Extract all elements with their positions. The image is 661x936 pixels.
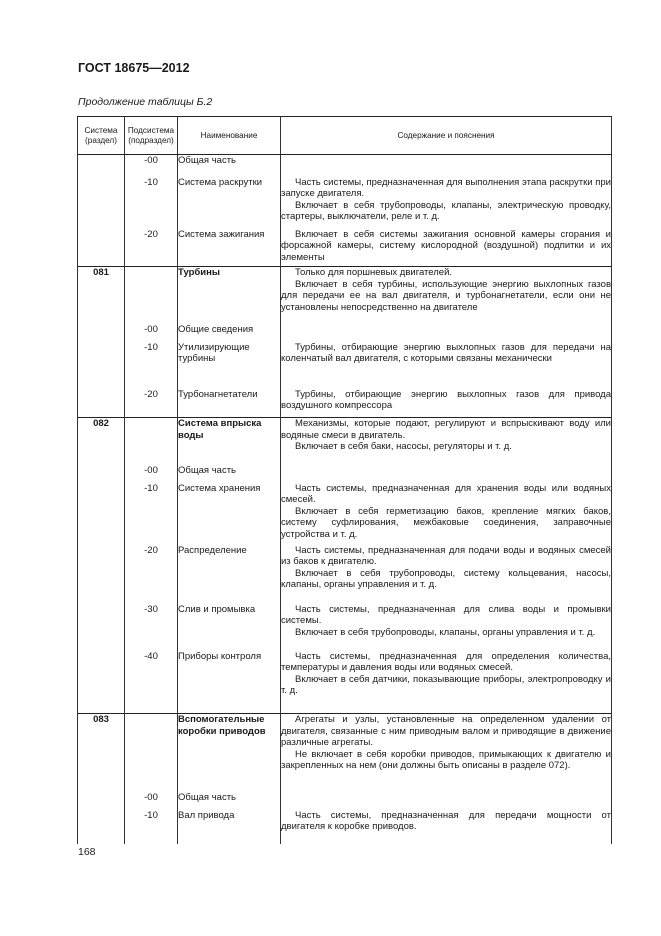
table-row bbox=[78, 389, 612, 418]
subsystem-code-cell: -00 bbox=[125, 792, 178, 810]
table-row bbox=[78, 483, 612, 545]
content-paragraph: Часть системы, предназначенная для подачи воды и водяных смесей из баков к двигателю. bbox=[281, 544, 611, 568]
content-paragraph: Турбины, отбирающие энергию выхлопных газов для передачи на коленчатый вал двигателя, с которыми связаны механически bbox=[281, 341, 611, 365]
name-cell bbox=[178, 267, 281, 324]
content-cell bbox=[281, 177, 612, 229]
content-paragraph: Включает в себя герметизацию баков, крепление мягких баков, систему суфлирования, межбаковые соединения, заправочные устройства и т. д. bbox=[281, 505, 611, 540]
column-header-subsystem: Подсистема (подраздел) bbox=[125, 117, 178, 155]
content-paragraph: Механизмы, которые подают, регулируют и вспрыскивают воду или водяные смеси в двигатель. bbox=[281, 418, 611, 441]
table-row bbox=[78, 465, 612, 483]
name-text: Вал привода bbox=[178, 809, 235, 821]
content-paragraph: Включает в себя датчики, показывающие приборы, электропроводку и т. д. bbox=[281, 673, 611, 697]
name-text: Общая часть bbox=[178, 791, 236, 803]
subsystem-code-cell: -20 bbox=[125, 229, 178, 267]
subsystem-code-cell: -10 bbox=[125, 810, 178, 844]
table-row bbox=[78, 155, 612, 177]
subsystem-code-cell bbox=[125, 714, 178, 792]
system-code-cell bbox=[78, 651, 125, 714]
name-cell bbox=[178, 545, 281, 604]
system-code-cell bbox=[78, 155, 125, 177]
name-text: Приборы контроля bbox=[178, 650, 262, 662]
content-cell bbox=[281, 229, 612, 267]
content-paragraph: Включает в себя баки, насосы, регуляторы и т. д. bbox=[295, 441, 512, 453]
content-cell bbox=[281, 604, 612, 651]
document-header: ГОСТ 18675—2012 bbox=[78, 61, 190, 75]
content-paragraph: Часть системы, предназначенная для передачи мощности от двигателя к коробке приводов. bbox=[281, 809, 611, 833]
column-header-system: Система (раздел) bbox=[78, 117, 125, 155]
system-code-cell bbox=[78, 604, 125, 651]
subsystem-code-cell bbox=[125, 267, 178, 324]
name-cell bbox=[178, 792, 281, 810]
content-cell bbox=[281, 418, 612, 465]
system-code-cell bbox=[78, 177, 125, 229]
table-row bbox=[78, 714, 612, 792]
name-cell bbox=[178, 714, 281, 792]
table-row bbox=[78, 342, 612, 389]
subsystem-code-cell: -00 bbox=[125, 465, 178, 483]
name-text: Система хранения bbox=[178, 482, 261, 494]
name-text: Система зажигания bbox=[178, 228, 265, 240]
table-row bbox=[78, 229, 612, 267]
system-code-cell bbox=[78, 792, 125, 810]
name-cell bbox=[178, 229, 281, 267]
subsystem-code-cell: -30 bbox=[125, 604, 178, 651]
content-cell bbox=[281, 714, 612, 792]
content-paragraph: Включает в себя системы зажигания основной камеры сгорания и форсажной камеры, систему кислородной (воздушной) подпитки и их элементы bbox=[281, 228, 611, 263]
name-cell bbox=[178, 465, 281, 483]
content-cell bbox=[281, 155, 612, 177]
name-text: Общая часть bbox=[178, 464, 236, 476]
subsystem-code-cell: -10 bbox=[125, 177, 178, 229]
system-code-cell bbox=[78, 342, 125, 389]
content-paragraph: Агрегаты и узлы, установленные на определенном удалении от двигателя, связанные с ним приводным валом и приводящие в движение различные агрегаты. bbox=[281, 714, 611, 749]
content-cell bbox=[281, 389, 612, 418]
subsystem-code-cell: -10 bbox=[125, 342, 178, 389]
name-text: Общая часть bbox=[178, 155, 236, 166]
name-cell bbox=[178, 155, 281, 177]
content-cell bbox=[281, 267, 612, 324]
subsystem-code-cell: -20 bbox=[125, 545, 178, 604]
content-cell bbox=[281, 483, 612, 545]
name-cell bbox=[178, 177, 281, 229]
content-cell bbox=[281, 792, 612, 810]
column-header-content: Содержание и пояснения bbox=[281, 117, 612, 155]
system-code-cell: 081 bbox=[78, 267, 125, 324]
name-cell bbox=[178, 483, 281, 545]
name-text: Турбонагнетатели bbox=[178, 388, 258, 400]
table-row bbox=[78, 545, 612, 604]
table-header-row bbox=[78, 117, 612, 155]
subsystem-code-cell: -00 bbox=[125, 324, 178, 342]
table-row bbox=[78, 324, 612, 342]
name-cell bbox=[178, 604, 281, 651]
page-number: 168 bbox=[78, 846, 96, 858]
table-row bbox=[78, 792, 612, 810]
name-text: Общие сведения bbox=[178, 323, 254, 335]
content-paragraph: Турбины, отбирающие энергию выхлопных газов для привода воздушного компрессора bbox=[281, 388, 611, 412]
name-text: Утилизирующие турбины bbox=[178, 341, 250, 365]
table-row bbox=[78, 651, 612, 714]
content-cell bbox=[281, 342, 612, 389]
table-row bbox=[78, 177, 612, 229]
content-paragraph: Часть системы, предназначенная для определения количества, температуры и давления воды или водяных смесей. bbox=[281, 650, 611, 674]
content-cell bbox=[281, 465, 612, 483]
name-cell bbox=[178, 389, 281, 418]
system-code-cell bbox=[78, 229, 125, 267]
content-paragraph: Включает в себя трубопроводы, клапаны, органы управления и т. д. bbox=[295, 626, 596, 638]
subsystem-code-cell: -20 bbox=[125, 389, 178, 418]
name-text: Слив и промывка bbox=[178, 603, 256, 615]
table-row bbox=[78, 604, 612, 651]
name-text: Вспомогательные коробки приводов bbox=[178, 714, 266, 737]
content-paragraph: Часть системы, предназначенная для хранения воды или водяных смесей. bbox=[281, 482, 611, 506]
name-cell bbox=[178, 418, 281, 465]
system-code-cell: 082 bbox=[78, 418, 125, 465]
system-code-cell bbox=[78, 389, 125, 418]
system-code-cell bbox=[78, 465, 125, 483]
subsystem-code-cell: -40 bbox=[125, 651, 178, 714]
subsystem-code-cell: -00 bbox=[125, 155, 178, 177]
name-text: Турбины bbox=[178, 267, 220, 278]
table-caption: Продолжение таблицы Б.2 bbox=[78, 96, 213, 108]
name-text: Распределение bbox=[178, 544, 247, 556]
table-row bbox=[78, 418, 612, 465]
system-code-cell bbox=[78, 483, 125, 545]
classification-table bbox=[77, 116, 612, 844]
content-paragraph: Включает в себя трубопроводы, клапаны, электрическую проводку, стартеры, выключатели, реле и т. д. bbox=[281, 199, 611, 223]
table-row bbox=[78, 810, 612, 844]
table-row bbox=[78, 267, 612, 324]
content-paragraph: Только для поршневых двигателей. bbox=[295, 267, 453, 278]
content-paragraph: Часть системы, предназначенная для слива воды и промывки системы. bbox=[281, 603, 611, 627]
name-cell bbox=[178, 651, 281, 714]
name-cell bbox=[178, 810, 281, 844]
content-cell bbox=[281, 545, 612, 604]
name-text: Система раскрутки bbox=[178, 176, 263, 188]
content-cell bbox=[281, 651, 612, 714]
name-cell bbox=[178, 342, 281, 389]
system-code-cell bbox=[78, 545, 125, 604]
subsystem-code-cell bbox=[125, 418, 178, 465]
content-paragraph: Часть системы, предназначенная для выполнения этапа раскрутки при запуске двигателя. bbox=[281, 176, 611, 200]
name-text: Система впрыска воды bbox=[178, 418, 262, 441]
system-code-cell: 083 bbox=[78, 714, 125, 792]
content-paragraph: Включает в себя трубопроводы, систему кольцевания, насосы, клапаны, органы управления и т. д. bbox=[281, 567, 611, 591]
column-header-name: Наименование bbox=[178, 117, 281, 155]
name-cell bbox=[178, 324, 281, 342]
system-code-cell bbox=[78, 324, 125, 342]
content-paragraph: Включает в себя турбины, использующие энергию выхлопных газов для передачи ее на вал двигателя, и турбонагнетатели, если они не установлены непосредственно на двигателе bbox=[281, 278, 611, 313]
content-cell bbox=[281, 324, 612, 342]
content-paragraph: Не включает в себя коробки приводов, примыкающих к двигателю и закрепленных на нем (они должны быть описаны в разделе 072). bbox=[281, 748, 611, 772]
content-cell bbox=[281, 810, 612, 844]
system-code-cell bbox=[78, 810, 125, 844]
subsystem-code-cell: -10 bbox=[125, 483, 178, 545]
